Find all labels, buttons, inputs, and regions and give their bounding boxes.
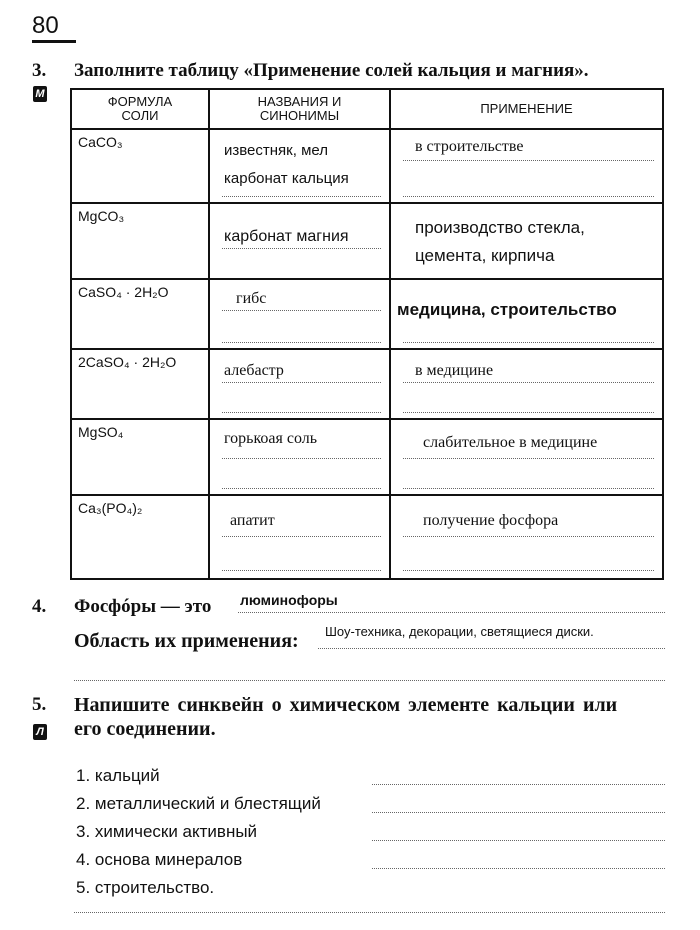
table-row xyxy=(71,279,663,349)
cinquain-line: 1. кальций xyxy=(76,766,160,785)
answer-text: алебастр xyxy=(224,362,284,379)
answer-text: в строительстве xyxy=(415,138,524,155)
q5-title-line2: его соединении. xyxy=(74,718,216,740)
q4-answer-application: Шоу-техника, декорации, светящиеся диски. xyxy=(325,624,594,639)
q3-number: 3. xyxy=(32,60,47,81)
header-text: ПРИМЕНЕНИЕ xyxy=(480,101,573,116)
table-row xyxy=(71,419,663,495)
m-badge-icon: М xyxy=(33,86,47,102)
table-row xyxy=(71,495,663,579)
answer-text: гибс xyxy=(236,290,267,307)
names-cell xyxy=(209,129,390,203)
cinquain-line: 5. строительство. xyxy=(76,878,215,897)
q5-number: 5. xyxy=(32,694,47,715)
table-row xyxy=(71,349,663,419)
answer-text: карбонат кальция xyxy=(224,170,349,187)
q4-application-label: Область их применения: xyxy=(74,630,299,652)
header-names xyxy=(209,89,390,129)
formula-cell: CaCO₃ xyxy=(71,129,209,203)
answer-text: в медицине xyxy=(415,362,494,379)
answer-text: производство стекла, xyxy=(415,218,585,237)
use-cell xyxy=(390,495,663,579)
use-cell xyxy=(390,419,663,495)
names-cell xyxy=(209,419,390,495)
q4-number: 4. xyxy=(32,596,47,617)
header-text: ФОРМУЛА СОЛИ xyxy=(107,94,173,123)
q3-title: Заполните таблицу «Применение солей кальция и магния». xyxy=(74,60,589,81)
header-text: НАЗВАНИЯ И СИНОНИМЫ xyxy=(257,94,342,123)
names-cell xyxy=(209,203,390,279)
header-formula xyxy=(71,89,209,129)
names-cell xyxy=(209,279,390,349)
answer-text: медицина, строительство xyxy=(397,300,617,319)
names-cell xyxy=(209,495,390,579)
cinquain-line: 4. основа минералов xyxy=(76,850,243,869)
answer-text: получение фосфора xyxy=(423,512,559,529)
use-cell xyxy=(390,279,663,349)
use-cell xyxy=(390,349,663,419)
page-number: 80 xyxy=(32,12,76,43)
formula-cell: 2CaSO₄ · 2H₂O xyxy=(71,349,209,419)
cinquain-line: 3. химически активный xyxy=(76,822,258,841)
salts-table xyxy=(70,88,664,580)
answer-text: цемента, кирпича xyxy=(415,246,555,265)
answer-text: карбонат магния xyxy=(224,228,349,245)
cinquain-line: 2. металлический и блестящий xyxy=(76,794,321,813)
answer-text: известняк, мел xyxy=(224,142,328,159)
answer-text: горькоая соль xyxy=(224,430,318,447)
use-cell xyxy=(390,129,663,203)
q5-title-line1: Напишите синквейн о химическом элементе кальции или xyxy=(74,694,618,716)
formula-cell: MgCO₃ xyxy=(71,203,209,279)
answer-text: апатит xyxy=(230,512,275,529)
answer-text: слабительное в медицине xyxy=(423,434,598,451)
use-cell xyxy=(390,203,663,279)
q4-answer-phosphors: люминофоры xyxy=(240,592,338,608)
formula-cell: Ca₃(PO₄)₂ xyxy=(71,495,209,579)
header-use xyxy=(390,89,663,129)
table-row xyxy=(71,129,663,203)
q4-label: Фосфóры — это xyxy=(74,596,212,617)
formula-cell: MgSO₄ xyxy=(71,419,209,495)
formula-cell: CaSO₄ · 2H₂O xyxy=(71,279,209,349)
table-row xyxy=(71,203,663,279)
names-cell xyxy=(209,349,390,419)
l-badge-icon: Л xyxy=(33,724,47,740)
table-header xyxy=(71,89,663,129)
